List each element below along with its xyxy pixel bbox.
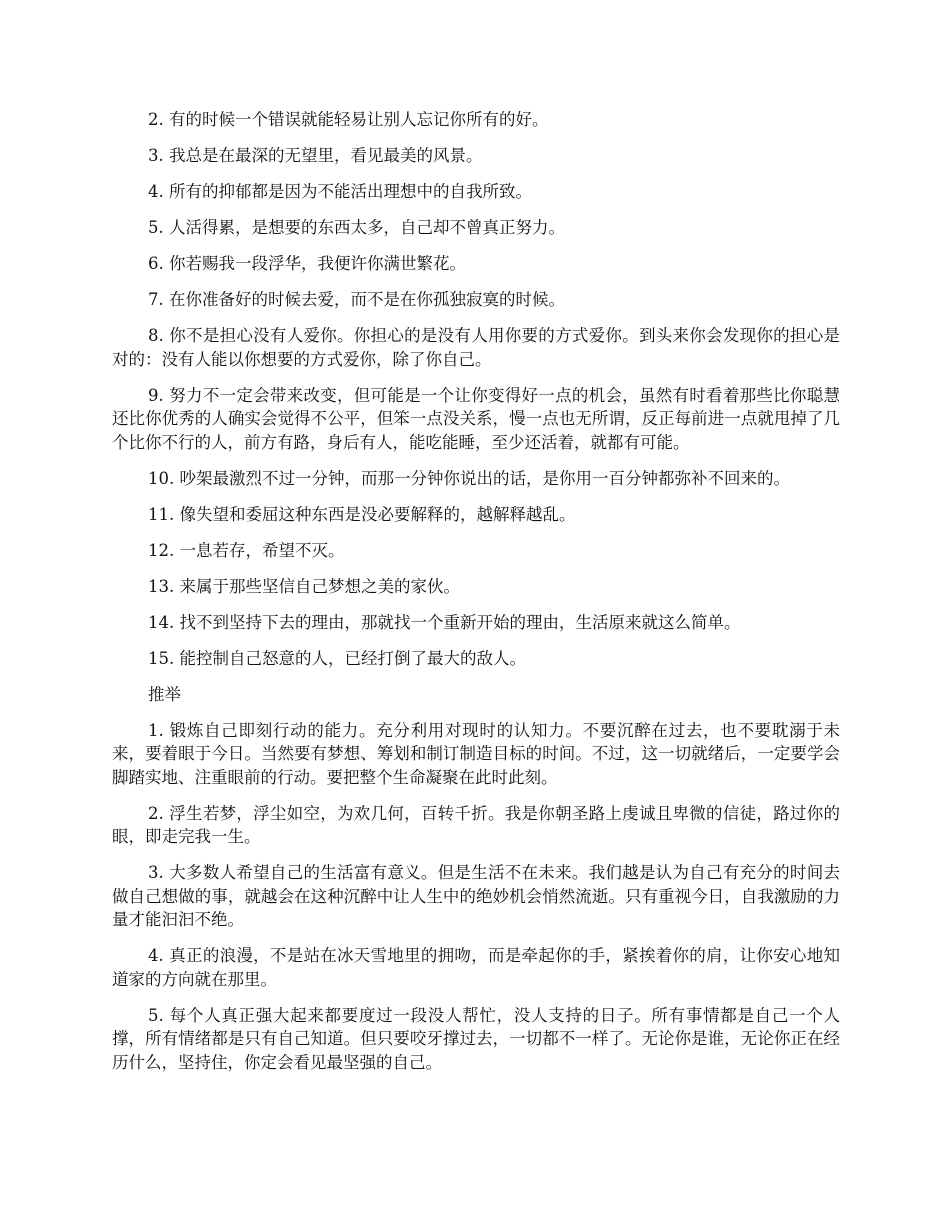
quote-paragraph: 7. 在你准备好的时候去爱，而不是在你孤独寂寞的时候。	[148, 290, 565, 309]
quote-paragraph: 15. 能控制自己怒意的人，已经打倒了最大的敌人。	[148, 648, 526, 668]
quote-paragraph: 3. 大多数人希望自己的生活富有意义。但是生活不在未来。我们越是认为自己有充分的时间去做自己想做的事，就越会在这种沉醉中让人生中的绝妙机会悄然流逝。只有重视今日，自我激励的力量才能汩汩不绝。	[112, 863, 840, 929]
quote-paragraph: 3. 我总是在最深的无望里，看见最美的风景。	[148, 146, 483, 165]
quote-paragraph: 13. 来属于那些坚信自己梦想之美的家伙。	[148, 576, 460, 596]
quote-paragraph: 12. 一息若存，希望不灭。	[148, 540, 345, 560]
quote-paragraph: 4. 所有的抑郁都是因为不能活出理想中的自我所致。	[148, 182, 532, 201]
quote-paragraph: 4. 真正的浪漫，不是站在冰天雪地里的拥吻，而是牵起你的手，紧挨着你的肩，让你安心地知道家的方向就在那里。	[112, 946, 840, 989]
quote-paragraph: 5. 每个人真正强大起来都要度过一段没人帮忙，没人支持的日子。所有事情都是自己一个人撑，所有情绪都是只有自己知道。但只要咬牙撑过去，一切都不一样了。无论你是谁，无论你正在经历什么，坚持住，你定会看见最坚强的自己。	[112, 1005, 840, 1072]
quote-paragraph: 14. 找不到坚持下去的理由，那就找一个重新开始的理由，生活原来就这么简单。	[148, 612, 741, 632]
quote-paragraph: 5. 人活得累，是想要的东西太多，自己却不曾真正努力。	[148, 218, 565, 237]
quote-paragraph: 2. 浮生若梦，浮尘如空，为欢几何，百转千折。我是你朝圣路上虔诚且卑微的信徒，路过你的眼，即走完我一生。	[112, 803, 840, 846]
quote-paragraph: 2. 有的时候一个错误就能轻易让别人忘记你所有的好。	[148, 110, 549, 129]
quote-paragraph: 11. 像失望和委屈这种东西是没必要解释的，越解释越乱。	[148, 504, 576, 524]
quote-paragraph: 10. 吵架最激烈不过一分钟，而那一分钟你说出的话，是你用一百分钟都弥补不回来的。	[148, 468, 790, 488]
quote-paragraph: 9. 努力不一定会带来改变，但可能是一个让你变得好一点的机会，虽然有时看着那些比你聪慧还比你优秀的人确实会觉得不公平，但笨一点没关系，慢一点也无所谓，反正每前进一点就甩掉了几个比你不行的人，前方有路，身后有人，能吃能睡，至少还活着，就都有可能。	[112, 385, 840, 452]
quote-paragraph: 6. 你若赐我一段浮华，我便许你满世繁花。	[148, 254, 466, 273]
quote-paragraph: 8. 你不是担心没有人爱你。你担心的是没有人用你要的方式爱你。到头来你会发现你的担心是对的：没有人能以你想要的方式爱你，除了你自己。	[112, 326, 840, 369]
quote-paragraph: 1. 锻炼自己即刻行动的能力。充分利用对现时的认知力。不要沉醉在过去，也不要耽溺于未来，要着眼于今日。当然要有梦想、筹划和制订制造目标的时间。不过，这一切就绪后，一定要学会脚踏实地、注重眼前的行动。要把整个生命凝聚在此时此刻。	[112, 720, 840, 787]
document-body	[112, 108, 840, 1087]
section-heading: 推举	[148, 684, 181, 704]
